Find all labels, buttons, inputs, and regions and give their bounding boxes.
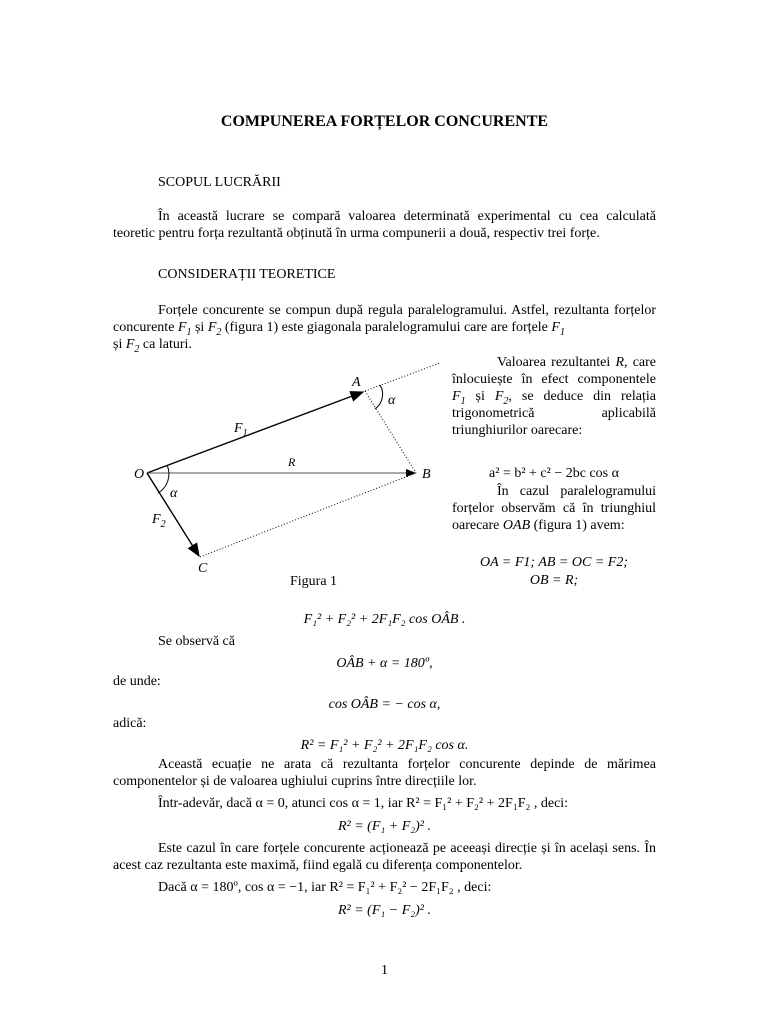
- paragraph-2: Această ecuație ne arata că rezultanta forțelor concurente depinde de mărimea componentelor și de valoarea ughiului cuprins între direcțiile lor.: [113, 757, 656, 789]
- side-equation-3: OB = R;: [529, 573, 579, 588]
- label-r: R: [288, 455, 296, 469]
- extension-line: [365, 363, 440, 391]
- page-title: COMPUNEREA FORȚELOR CONCURENTE: [220, 113, 549, 130]
- section-heading-theory: CONSIDERAȚII TEORETICE: [158, 267, 336, 282]
- paragraph-4: Este cazul în care forțele concurente acționează pe aceeași direcție și în același sens. În acest caz rezultanta este maximă, fiind egală cu diferența componentelor.: [113, 841, 656, 873]
- observation-text: Se observă că: [158, 634, 235, 649]
- angle-arc-a: [375, 385, 383, 409]
- equation-3: cos OÂB = − cos α,: [328, 697, 441, 712]
- angle-arc-o: [158, 465, 169, 493]
- parallelogram-paragraph: Forțele concurente se compun după regula paralelogramului. Astfel, rezultanta forțelor concurente $F_1$ și $F_2$ (figura 1) este giagonala paralelogramului care are forțele $F_1$ și $F_2$ ca laturi.: [113, 303, 656, 355]
- cosine-law-equation: a² = b² + c² − 2bc cos α: [489, 466, 619, 481]
- section-heading-scope: SCOPUL LUCRĂRII: [158, 175, 281, 190]
- label-c: C: [198, 561, 208, 576]
- label-f2: $F_2$: [152, 512, 166, 530]
- label-alpha-o: α: [170, 486, 178, 501]
- label-a: A: [352, 375, 361, 390]
- label-f1: $F_1$: [234, 421, 248, 439]
- side-equation-2: OA = F1; AB = OC = F2;: [480, 555, 628, 570]
- label-alpha-a: α: [388, 393, 396, 408]
- label-b: B: [422, 467, 431, 482]
- vector-f1: [147, 392, 363, 473]
- side-cb: [200, 473, 416, 557]
- de-unde-text: de unde:: [113, 674, 161, 689]
- adica-text: adică:: [113, 716, 147, 731]
- equation-6: R² = (F₁ − F₂)² .: [337, 903, 431, 918]
- equation-2: OÂB + α = 180º,: [336, 656, 433, 671]
- paragraph-5: Dacă α = 180º, cos α = −1, iar R² = F₁² + F₂² − 2F₁F₂ , deci:: [158, 880, 492, 895]
- equation-4: R² = F₁² + F₂² + 2F₁F₂ cos α.: [300, 738, 469, 753]
- equation-5: R² = (F₁ + F₂)² .: [337, 819, 431, 834]
- side-paragraph: Valoarea rezultantei R, care înlocuiește în efect componentele $F_1$ și $F_2$, se deduce din relația trigonometrică aplicabilă triunghiurilor oarecare:: [452, 355, 657, 438]
- intro-paragraph: În această lucrare se compară valoarea determinată experimental cu cea calculată teoretic pentru forța rezultantă obținută în urma compunerii a două, respectiv trei forțe.: [113, 209, 656, 241]
- page-number: 1: [381, 963, 388, 978]
- side-paragraph-2: În cazul paralelogramului forțelor observăm că în triunghiul oarecare OAB (figura 1) avem:: [452, 484, 656, 533]
- figure-caption: Figura 1: [290, 574, 338, 589]
- paragraph-3: Într-adevăr, dacă α = 0, atunci cos α = 1, iar R² = F₁² + F₂² + 2F₁F₂ , deci:: [158, 796, 569, 811]
- figure-parallelogram: [120, 355, 450, 580]
- label-o: O: [134, 467, 145, 482]
- equation-1: F₁² + F₂² + 2F₁F₂ cos OÂB .: [303, 612, 466, 627]
